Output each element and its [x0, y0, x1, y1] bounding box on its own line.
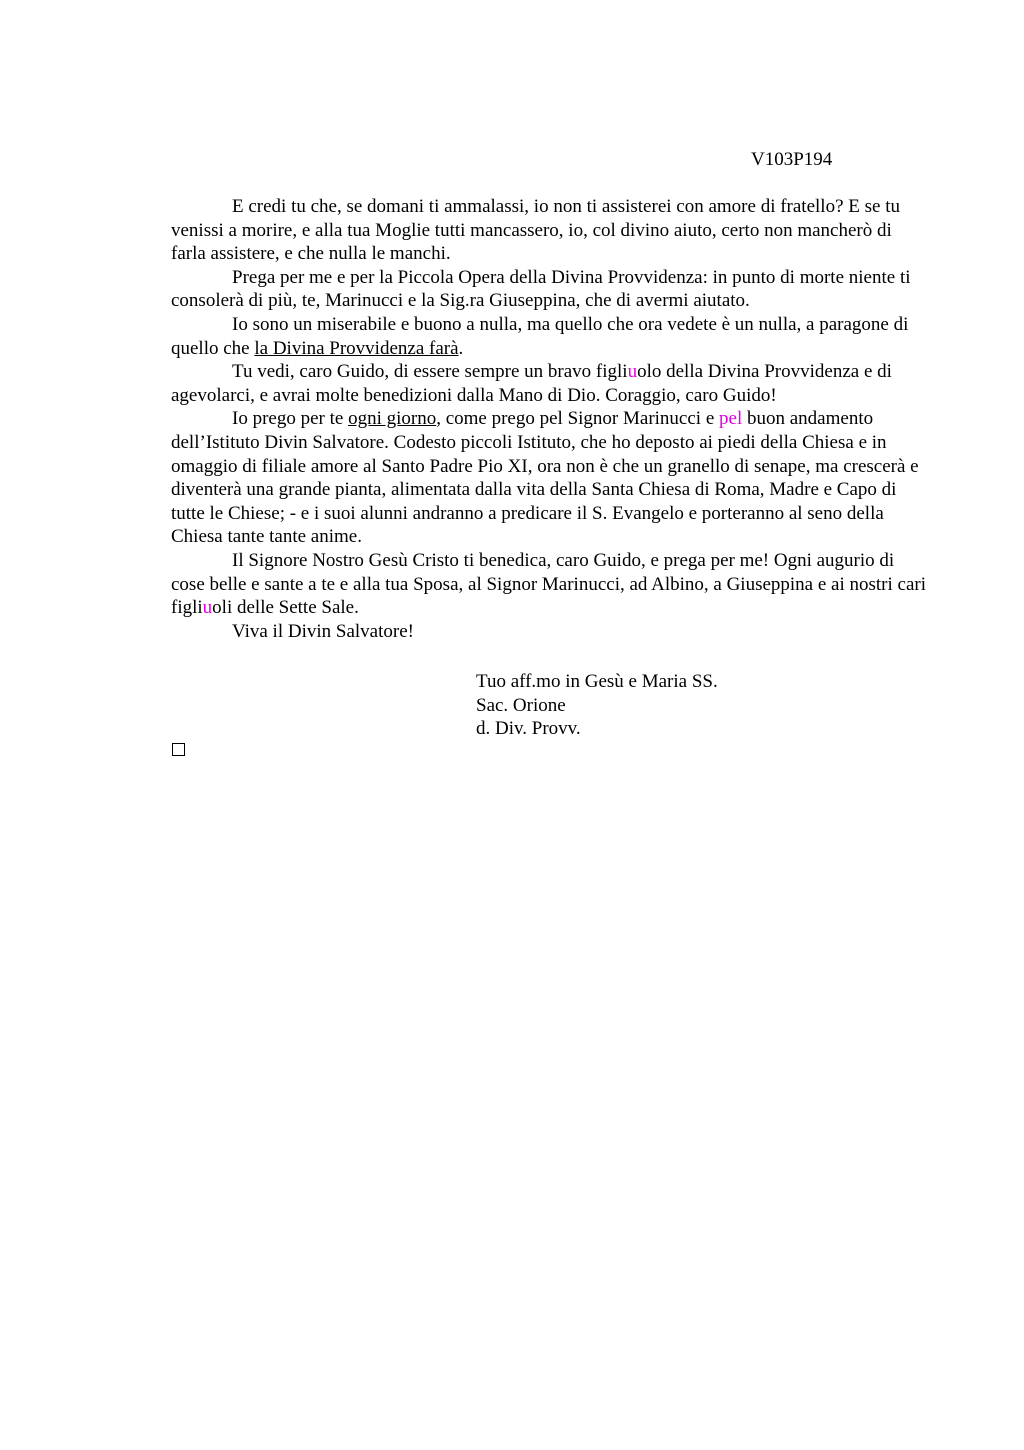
text-segment: Prega per me e per la Piccola Opera della Divina Provvidenza: in punto di morte niente ti consolerà di più, te, Marinucci e la Sig.ra Giuseppina, che di avermi aiutato.	[171, 266, 911, 312]
paragraph	[171, 620, 929, 644]
letter-body	[171, 195, 929, 643]
paragraph	[171, 360, 929, 407]
highlighted-correction: u	[202, 597, 213, 619]
highlighted-correction: u	[627, 361, 638, 383]
highlighted-correction: pel	[719, 408, 743, 430]
text-segment: Io sono un miserabile e buono a nulla, ma quello che ora vedete è un nulla, a paragone di quello che	[171, 313, 909, 359]
signature-block	[476, 670, 718, 741]
page-code: V103P194	[751, 149, 833, 170]
text-segment: E credi tu che, se domani ti ammalassi, io non ti assisterei con amore di fratello? E se tu venissi a morire, e alla tua Moglie tutti mancassero, io, col divino aiuto, certo non mancherò di farla assistere, e che nulla le manchi.	[171, 196, 900, 265]
closing-line: Tuo aff.mo in Gesù e Maria SS.	[476, 671, 718, 692]
text-segment: Il Signore Nostro Gesù Cristo ti benedica, caro Guido, e prega per me! Ogni augurio di cose belle e sante a te e alla tua Sposa, al Signor Marinucci, ad Albino, a Giuseppina e ai nostri cari figli	[171, 549, 927, 619]
text-segment: Viva il Divin Salvatore!	[232, 620, 414, 642]
text-segment: Tu vedi, caro Guido, di essere sempre un bravo figli	[232, 361, 628, 383]
underlined-phrase: la Divina Provvidenza farà	[254, 337, 459, 359]
end-of-text-box-icon	[172, 743, 185, 756]
text-segment: Io prego per te	[232, 408, 349, 430]
paragraph	[171, 549, 929, 620]
text-segment: buon andamento dell’Istituto Divin Salvatore. Codesto piccoli Istituto, che ho deposto ai piedi della Chiesa e in omaggio di filiale amore al Santo Padre Pio XI, ora non è che un granello di senape, ma crescerà e diventerà una grande pianta, alimentata dalla vita della Santa Chiesa di Roma, Madre e Capo di tutte le Chiese; - e i suoi alunni andranno a predicare il S. Evangelo e porteranno al seno della Chiesa tante tante anime.	[171, 408, 919, 548]
signer-name: Sac. Orione	[476, 694, 566, 716]
paragraph	[171, 195, 929, 266]
signer-congregation: d. Div. Provv.	[476, 718, 581, 740]
paragraph	[171, 313, 929, 360]
paragraph	[171, 407, 929, 549]
text-segment: olo della Divina Provvidenza e di agevolarci, e avrai molte benedizioni dalla Mano di Dio. Coraggio, caro Guido!	[171, 361, 892, 406]
paragraph	[171, 266, 929, 313]
underlined-phrase: ogni giorno	[348, 408, 437, 430]
text-segment: oli delle Sette Sale.	[212, 597, 359, 619]
text-segment: , come prego pel Signor Marinucci e	[436, 408, 720, 430]
text-segment: .	[458, 337, 464, 359]
